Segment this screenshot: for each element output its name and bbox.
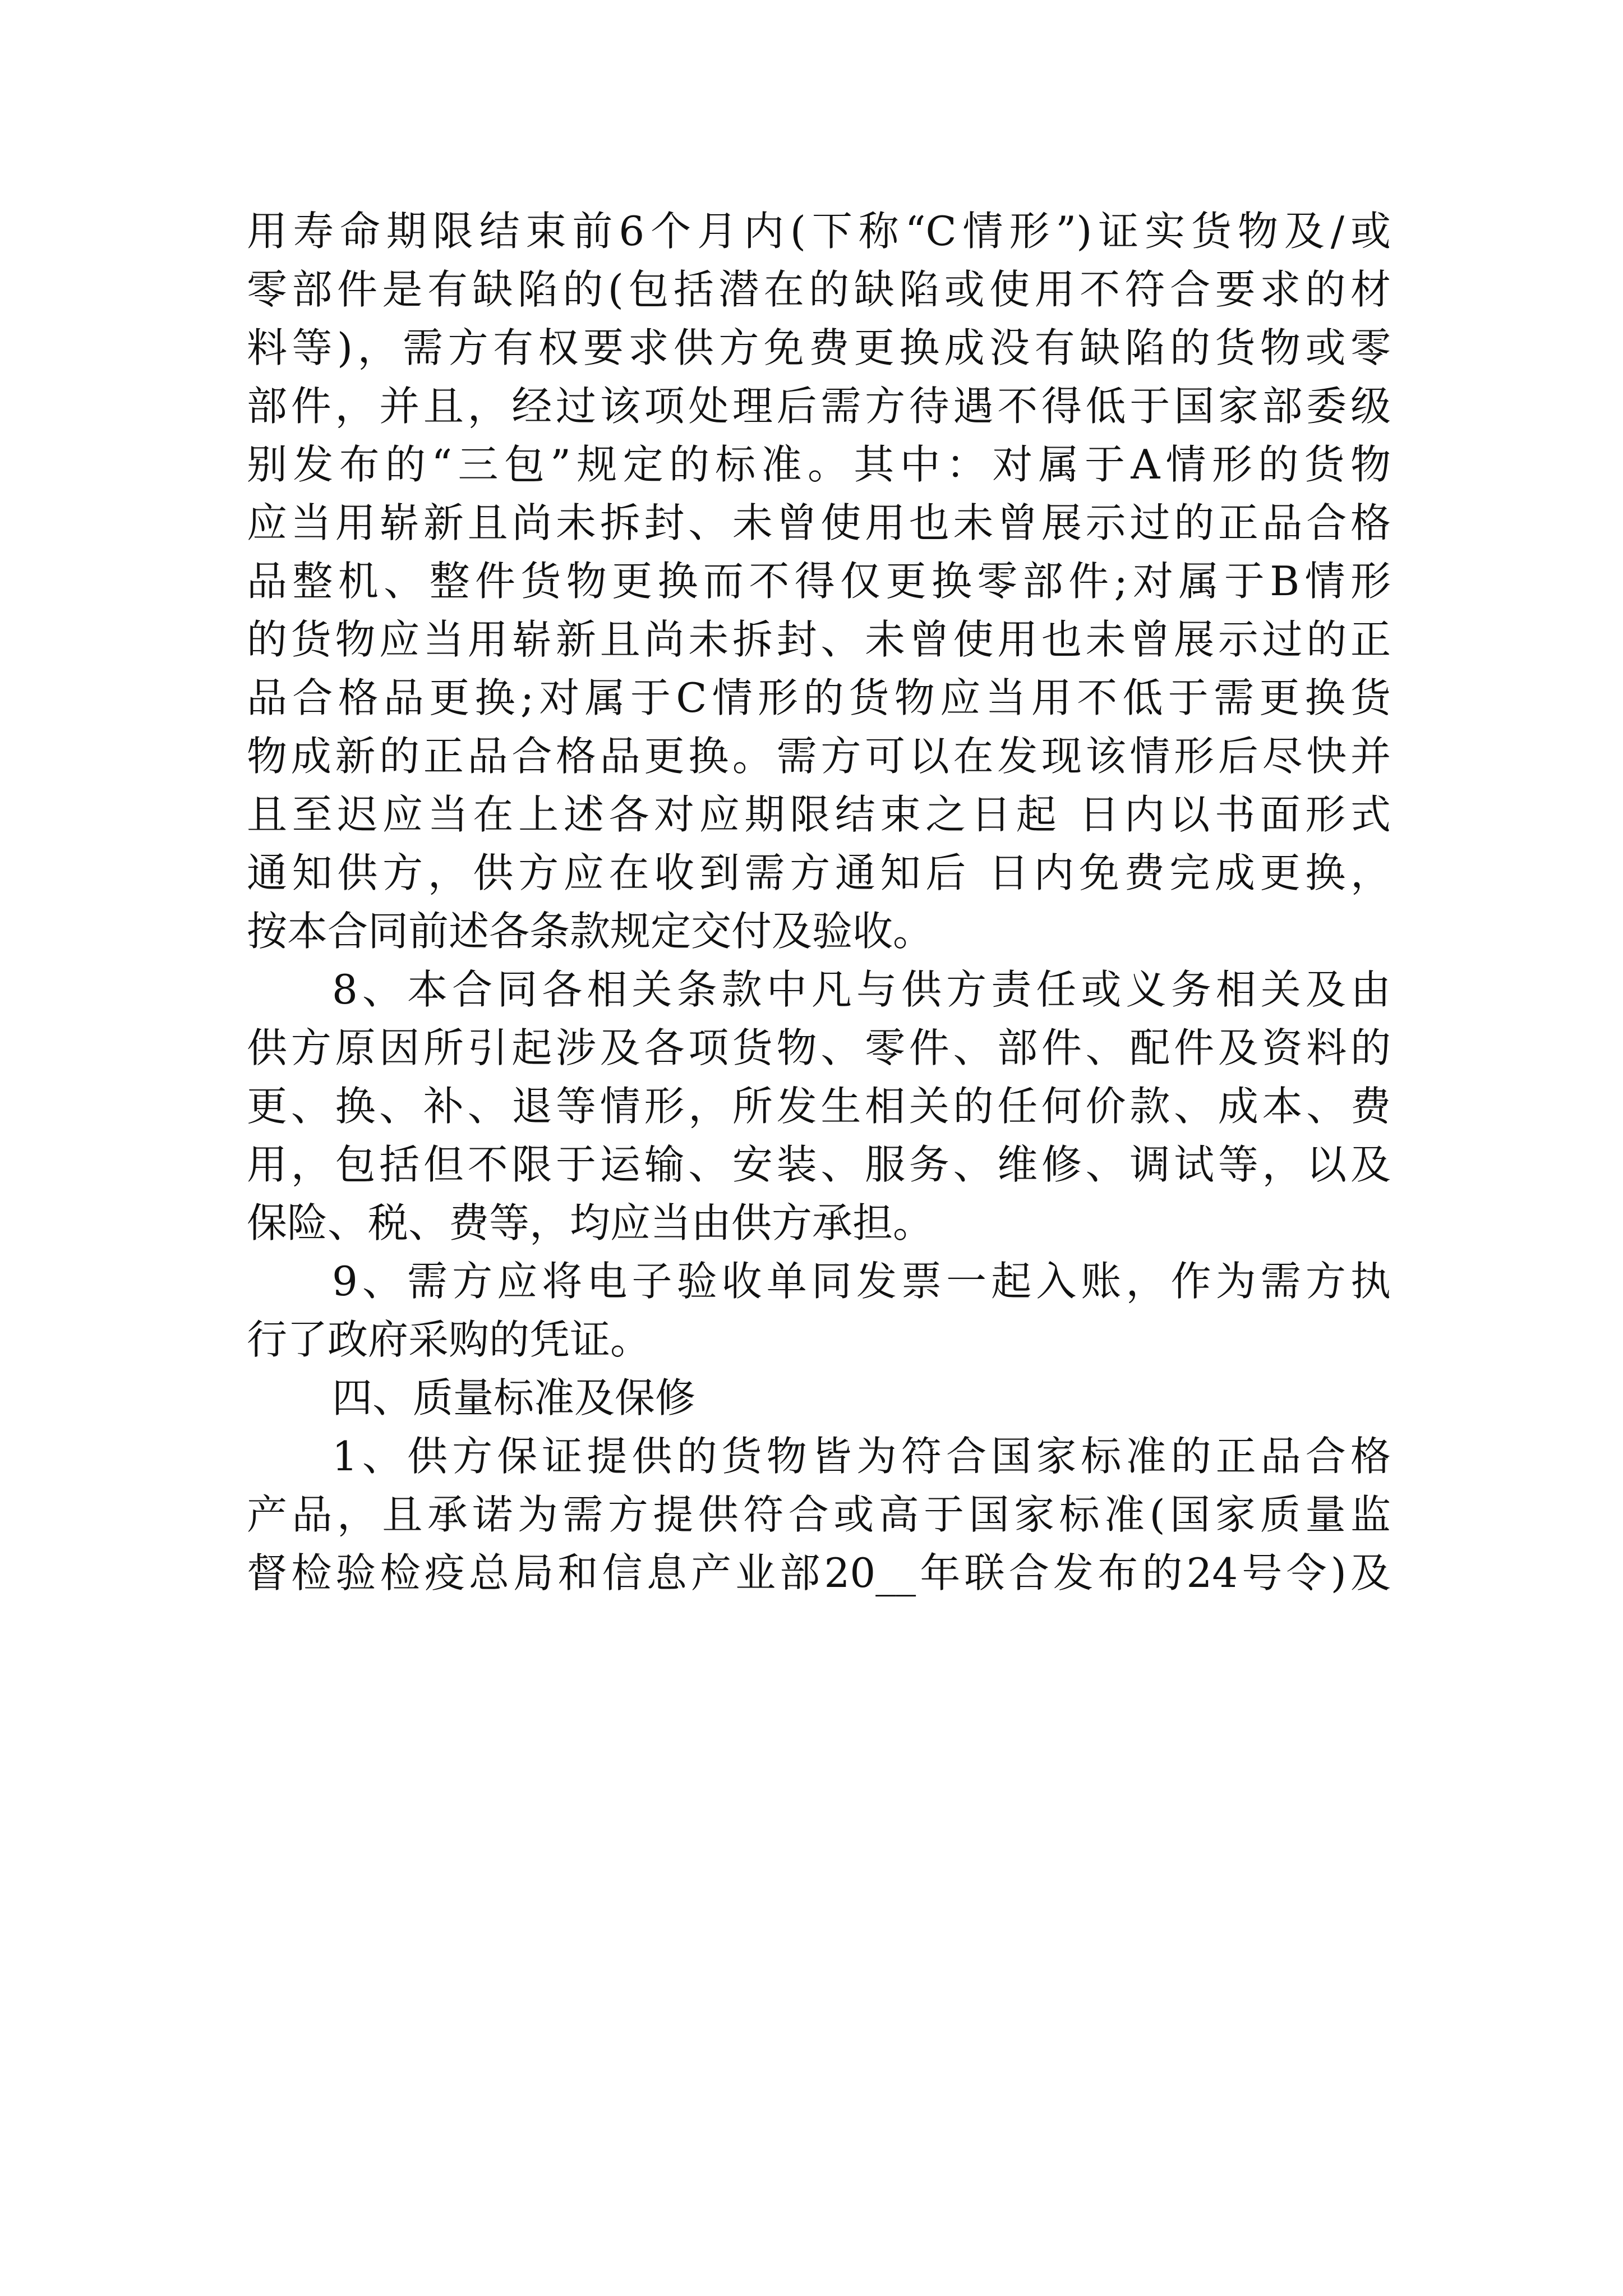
clause-1-line: 1、供方保证提供的货物皆为符合国家标准的正品合格 <box>332 1433 1391 1480</box>
text-line: 的货物应当用崭新且尚未拆封、未曾使用也未曾展示过的正 <box>247 616 1391 663</box>
text-line: 且至迟应当在上述各对应期限结束之日起 日内以书面形式 <box>247 791 1391 838</box>
text-line: 供方原因所引起涉及各项货物、零件、部件、配件及资料的 <box>247 1024 1391 1071</box>
text-line: 部件，并且，经过该项处理后需方待遇不得低于国家部委级 <box>247 383 1391 430</box>
text-line: 用寿命期限结束前6个月内(下称“C情形”)证实货物及/或 <box>247 208 1391 255</box>
text-line: 督检验检疫总局和信息产业部20__年联合发布的24号令)及 <box>247 1549 1391 1596</box>
text-line: 品整机、整件货物更换而不得仅更换零部件;对属于B情形 <box>247 558 1391 605</box>
clause-9-line: 9、需方应将电子验收单同发票一起入账，作为需方执 <box>332 1258 1391 1305</box>
clause-8-line: 8、本合同各相关条款中凡与供方责任或义务相关及由 <box>332 966 1391 1013</box>
text-line: 产品，且承诺为需方提供符合或高于国家标准(国家质量监 <box>247 1491 1391 1538</box>
text-line: 别发布的“三包”规定的标准。其中：对属于A情形的货物 <box>247 441 1391 488</box>
document-body <box>247 202 1391 1602</box>
text-line: 料等)，需方有权要求供方免费更换成没有缺陷的货物或零 <box>247 324 1391 371</box>
text-line: 行了政府采购的凭证。 <box>247 1316 651 1363</box>
text-line: 更、换、补、退等情形，所发生相关的任何价款、成本、费 <box>247 1083 1391 1130</box>
text-line: 通知供方，供方应在收到需方通知后 日内免费完成更换， <box>247 849 1391 896</box>
text-line: 保险、税、费等，均应当由供方承担。 <box>247 1199 934 1246</box>
text-line: 应当用崭新且尚未拆封、未曾使用也未曾展示过的正品合格 <box>247 499 1391 546</box>
text-line: 按本合同前述各条款规定交付及验收。 <box>247 908 934 955</box>
text-line: 物成新的正品合格品更换。需方可以在发现该情形后尽快并 <box>247 733 1391 780</box>
text-line: 零部件是有缺陷的(包括潜在的缺陷或使用不符合要求的材 <box>247 266 1391 313</box>
text-line: 品合格品更换;对属于C情形的货物应当用不低于需更换货 <box>247 674 1391 721</box>
text-line: 用，包括但不限于运输、安装、服务、维修、调试等，以及 <box>247 1141 1391 1188</box>
section-heading: 四、质量标准及保修 <box>332 1374 696 1421</box>
